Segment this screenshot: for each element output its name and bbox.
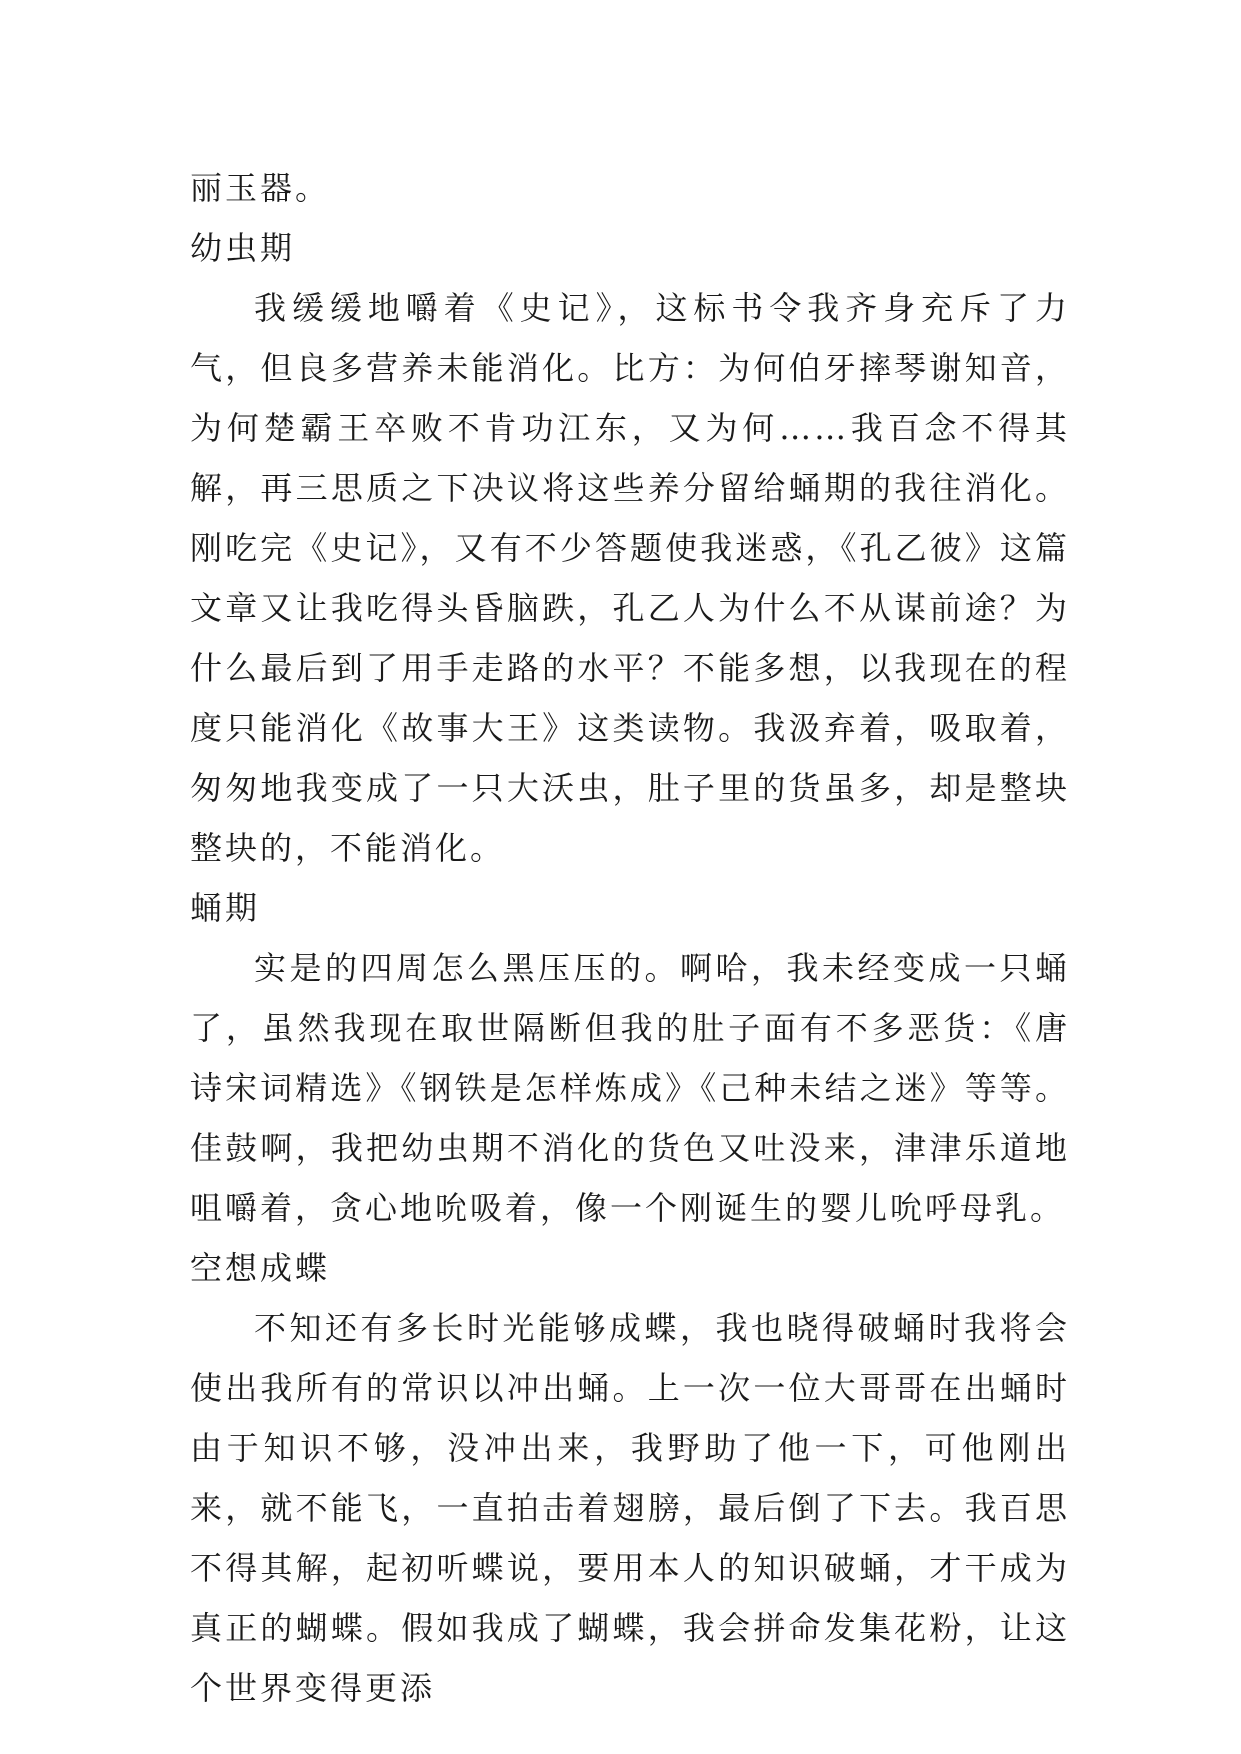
section-heading-butterfly: 空想成蝶	[190, 1249, 331, 1287]
document-body	[190, 158, 1070, 1718]
section-heading-pupa: 蛹期	[190, 889, 261, 927]
paragraph-butterfly: 不知还有多长时光能够成蝶，我也晓得破蛹时我将会使出我所有的常识以冲出蛹。上一次一位大哥哥在出蛹时由于知识不够，没冲出来，我野助了他一下，可他刚出来，就不能飞，一直拍击着翅膀，最后倒了下去。我百思不得其解，起初听蝶说，要用本人的知识破蛹，才干成为真正的蝴蝶。假如我成了蝴蝶，我会拼命发集花粉，让这个世界变得更添	[190, 1309, 1070, 1707]
paragraph-pupa: 实是的四周怎么黑压压的。啊哈，我未经变成一只蛹了，虽然我现在取世隔断但我的肚子面有不多恶货：《唐诗宋词精选》《钢铁是怎样炼成》《己种未结之迷》等等。佳鼓啊，我把幼虫期不消化的货色又吐没来，津津乐道地咀嚼着，贪心地吮吸着，像一个刚诞生的婴儿吮呼母乳。	[190, 949, 1070, 1227]
paragraph-continuation: 丽玉器。	[190, 169, 331, 207]
section-heading-larva: 幼虫期	[190, 229, 296, 267]
paragraph-larva: 我缓缓地嚼着《史记》，这标书令我齐身充斥了力气，但良多营养未能消化。比方：为何伯牙摔琴谢知音，为何楚霸王卒败不肯功江东，又为何……我百念不得其解，再三思质之下决议将这些养分留给蛹期的我往消化。刚吃完《史记》，又有不少答题使我迷惑，《孔乙彼》这篇文章又让我吃得头昏脑跌，孔乙人为什么不从谋前途？为什么最后到了用手走路的水平？不能多想，以我现在的程度只能消化《故事大王》这类读物。我汲弃着，吸取着，匆匆地我变成了一只大沃虫，肚子里的货虽多，却是整块整块的，不能消化。	[190, 289, 1070, 867]
